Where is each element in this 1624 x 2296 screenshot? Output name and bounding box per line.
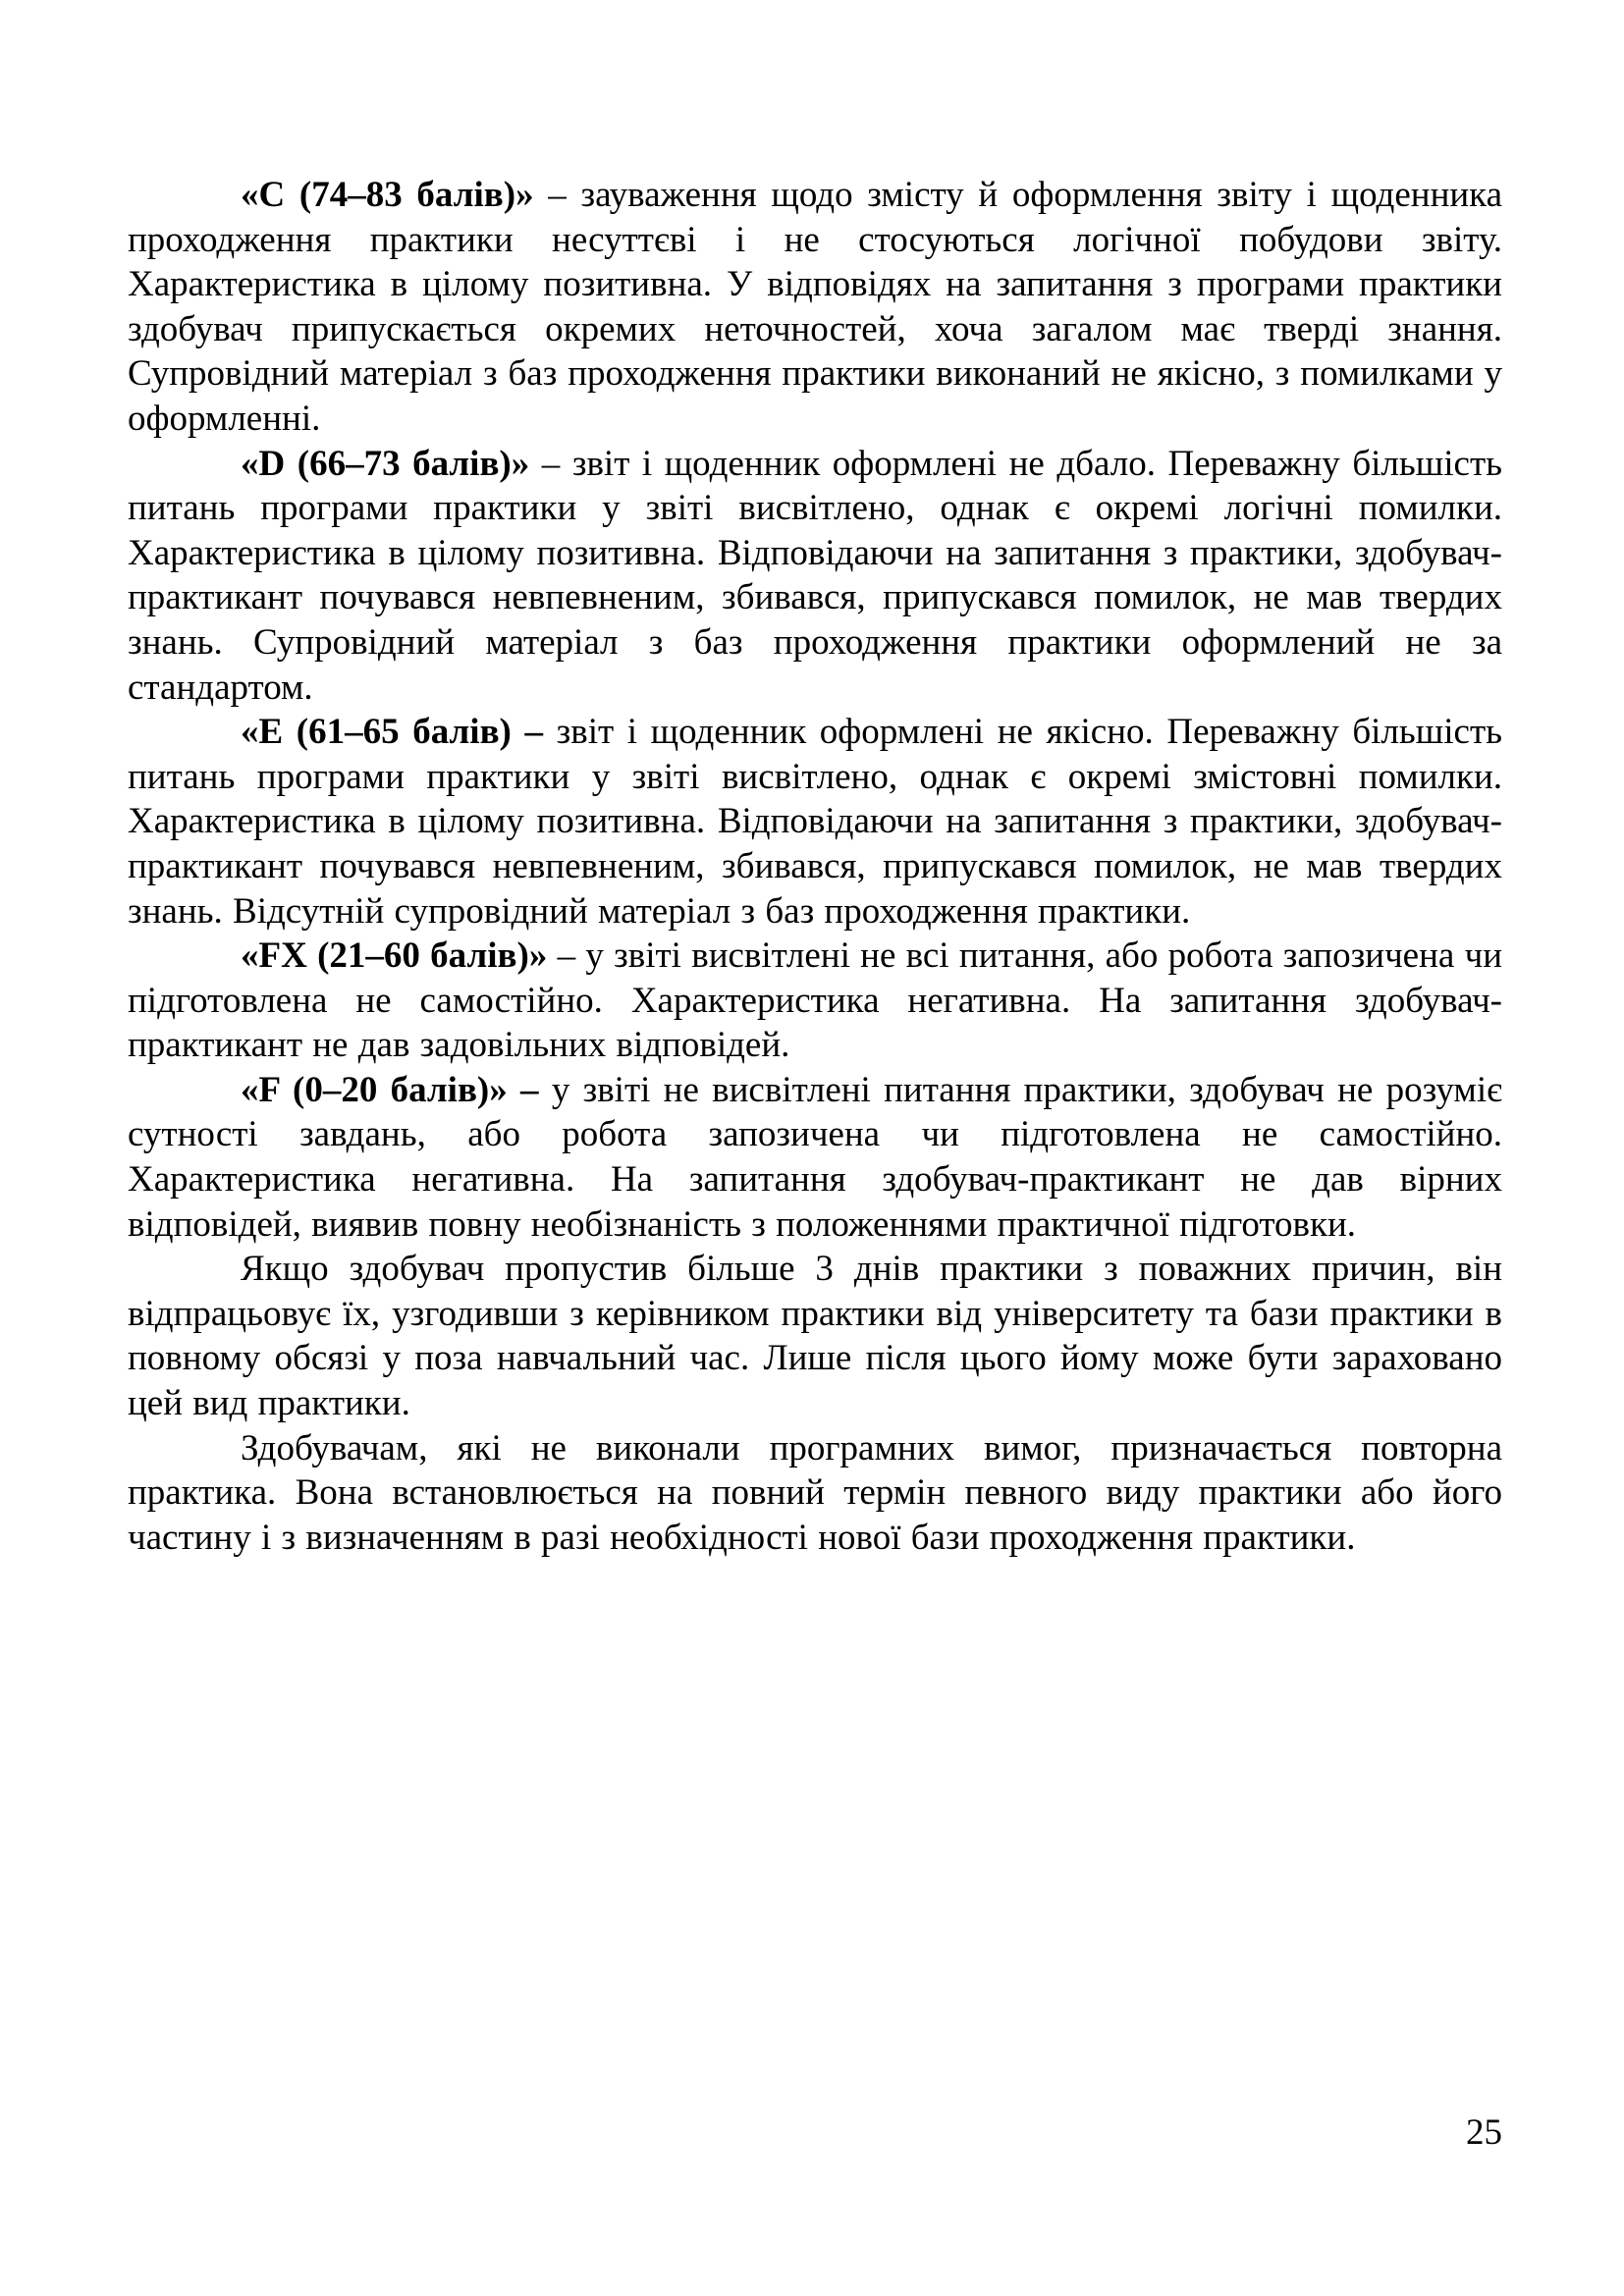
- grade-d-label: «D (66–73 балів)»: [241, 443, 530, 484]
- grade-e-separator: [543, 712, 557, 752]
- grade-f-label: «F (0–20 балів)» –: [241, 1069, 539, 1110]
- grade-c-label: «C (74–83 балів)»: [241, 175, 534, 215]
- paragraph-grade-d: [128, 442, 1502, 711]
- grade-c-text: зауваження щодо змісту й оформлення звіту і щоденника проходження практики несуттєві і не стосуються логічної побудови звіту. Характеристика в цілому позитивна. У відповідях на запитання з програми практики здобувач припускається окремих неточностей, хоча загалом має тверді знання. Супровідний матеріал з баз проходження практики виконаний не якісно, з помилками у оформленні.: [128, 175, 1503, 439]
- paragraph-grade-f: [128, 1068, 1502, 1247]
- missed-days-text: Якщо здобувач пропустив більше 3 днів практики з поважних причин, він відпрацьовує їх, узгодивши з керівником практики від університету та бази практики в повному обсязі у поза навчальний час. Лише після цього йому може бути зараховано цей вид практики.: [128, 1249, 1502, 1424]
- paragraph-grade-c: [128, 173, 1502, 442]
- page-number: 25: [1466, 2112, 1502, 2153]
- grade-d-text: звіт і щоденник оформлені не дбало. Переважну більшість питань програми практики у звіті висвітлено, однак є окремі логічні помилки. Характеристика в цілому позитивна. Відповідаючи на запитання з практики, здобувач-практикант почувався невпевненим, збивався, припускався помилок, не мав твердих знань. Супровідний матеріал з баз проходження практики оформлений не за стандартом.: [128, 443, 1503, 708]
- paragraph-repeat-practice: [128, 1426, 1502, 1561]
- grade-f-separator: [539, 1070, 552, 1110]
- repeat-practice-text: Здобувачам, які не виконали програмних вимог, призначається повторна практика. Вона встановлюється на повний термін певного виду практики або його частину і з визначенням в разі необхідності нової бази проходження практики.: [128, 1427, 1502, 1558]
- paragraph-grade-e: [128, 710, 1502, 934]
- paragraph-grade-fx: [128, 934, 1502, 1068]
- grade-c-separator: –: [533, 175, 581, 215]
- paragraph-missed-days: [128, 1247, 1502, 1425]
- grade-d-separator: –: [529, 443, 572, 484]
- grade-fx-label: «FX (21–60 балів)»: [241, 935, 548, 977]
- document-body: [128, 173, 1502, 1560]
- grade-e-label: «E (61–65 балів) –: [241, 712, 543, 753]
- grade-e-text: звіт і щоденник оформлені не якісно. Переважну більшість питань програми практики у звіті висвітлено, однак є окремі змістовні помилки. Характеристика в цілому позитивна. Відповідаючи на запитання з практики, здобувач-практикант почувався невпевненим, збивався, припускався помилок, не мав твердих знань. Відсутній супровідний матеріал з баз проходження практики.: [128, 712, 1503, 932]
- grade-fx-text: у звіті висвітлені не всі питання, або робота запозичена чи підготовлена не самостійно. Характеристика негативна. На запитання здобувач-практикант не дав задовільних відповідей.: [128, 935, 1502, 1066]
- grade-fx-separator: –: [547, 935, 586, 977]
- grade-f-text: у звіті не висвітлені питання практики, здобувач не розуміє сутності завдань, або робота запозичена чи підготовлена не самостійно. Характеристика негативна. На запитання здобувач-практикант не дав вірних відповідей, виявив повну необізнаність з положеннями практичної підготовки.: [128, 1069, 1503, 1245]
